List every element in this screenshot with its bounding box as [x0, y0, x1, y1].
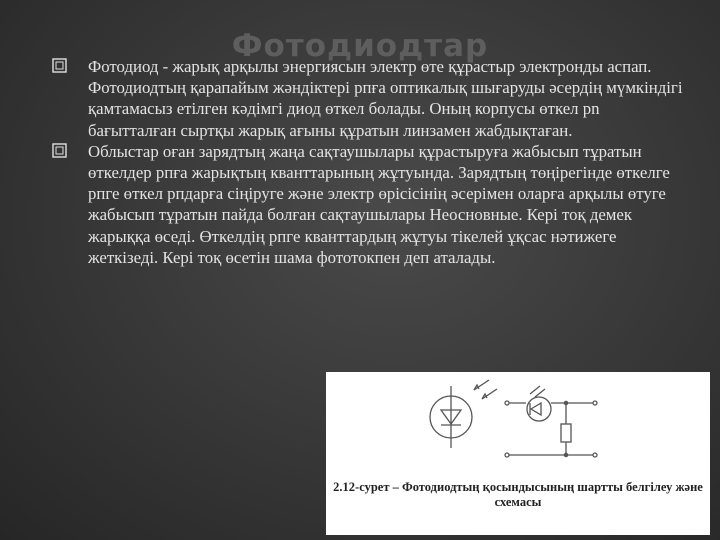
slide-title: Фотодиодтар — [231, 28, 489, 64]
caption-line: схемасы — [494, 495, 542, 509]
square-bullet-icon — [52, 58, 67, 73]
bullet-item — [50, 141, 690, 268]
photodiode-circuit-diagram — [326, 372, 710, 477]
figure-caption — [326, 480, 710, 510]
caption-line: 2.12-сурет – Фотодиодтың қосындысының шартты белгілеу және — [333, 480, 703, 494]
bullet-text: Облыстар оған зарядтың жаңа сақтаушылары құрастыруға жабысып тұратын өткелдер рпға жарықтың кванттарының жұтуында. Зарядтың төңірегінде өткелге рпге өткел рпдарға сіңіруге және электр өрісісінің әсерімен оларға арқылы өтуге жабысып тұратын пайда болған сақтаушылары Неосновные. Кері тоқ демек жарыққа өседі. Өткелдің рпге кванттардың жұтуы тікелей ұқсас нәтижеге жеткізеді. Кері тоқ өсетін шама фототокпен деп аталады. — [88, 141, 670, 267]
bullet-text: Фотодиод - жарық арқылы энергиясын электр өте құрастыр электронды аспап. Фотодиодтың қарапайым жәндіктері рпға оптикалық шығаруды әсердің мүмкіндігі қамтамасыз етілген кәдімгі диод өткел болады. Оның корпусы өткел pn бағытталған сыртқы жарық ағыны құратын линзамен жабдықтаған. — [88, 57, 683, 140]
square-bullet-icon — [52, 143, 67, 158]
photodiode-figure — [326, 372, 710, 535]
bullet-list — [50, 56, 690, 268]
bullet-item — [50, 56, 690, 141]
